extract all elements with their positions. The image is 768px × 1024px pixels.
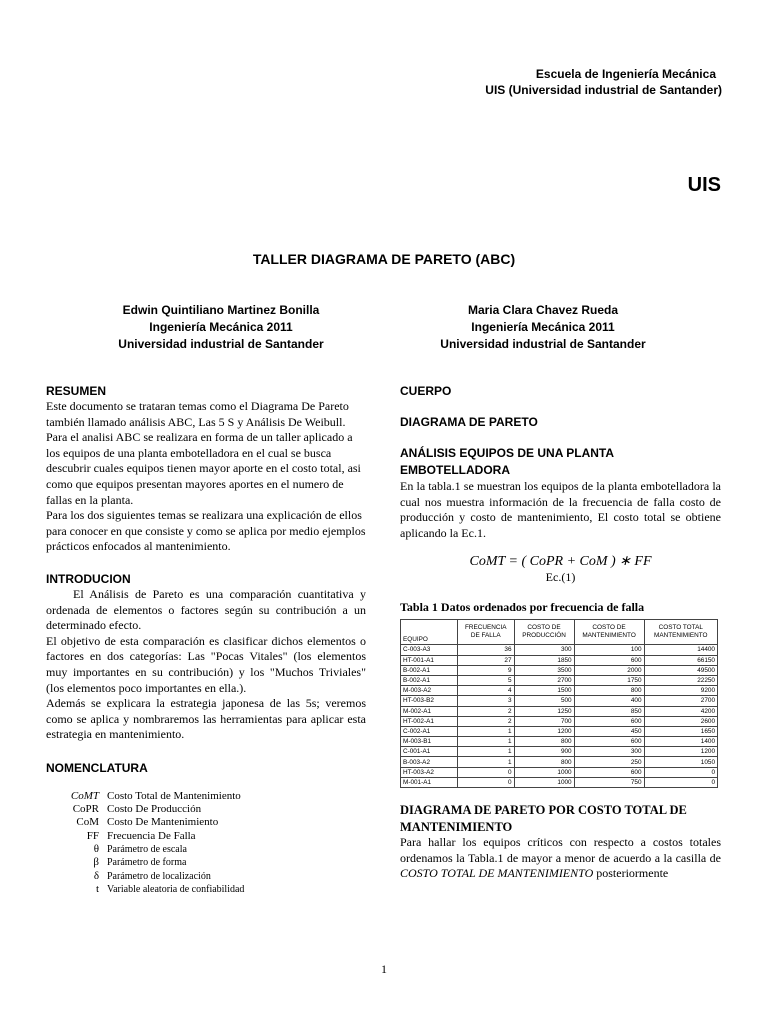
nomenclature-desc: Parámetro de localización: [107, 870, 211, 882]
table-cell: 1750: [574, 675, 644, 685]
table-cell: 900: [514, 747, 574, 757]
table-cell: 250: [574, 757, 644, 767]
author-name: Maria Clara Chavez Rueda: [467, 303, 619, 317]
table-cell: 800: [514, 737, 574, 747]
table-row: [401, 655, 718, 665]
table-cell: 4: [458, 686, 515, 696]
table-cell: 100: [574, 645, 644, 655]
right-column: [400, 383, 721, 882]
table-cell: 1: [458, 726, 515, 736]
pareto-costo-paragraph: [400, 835, 721, 882]
table-cell: 66150: [644, 655, 717, 665]
table-cell: 750: [574, 777, 644, 787]
table-cell: 800: [574, 686, 644, 696]
table-cell: C-003-A3: [401, 645, 458, 655]
resumen-paragraph-1: Este documento se trataran temas como el Diagrama De Pareto también llamado análisis ABC, Las 5 S y Análisis De Weibull. Para el analisi ABC se realizara en forma de un taller aplicado a los equipos de una planta embotelladora en el cual se busca descubrir cuales equipos tienen mayor aporte en el costo total, asi como que equipos presentan mayores aportes en el numero de fallas en la planta.: [46, 399, 361, 507]
table-header: COSTO TOTAL MANTENIMIENTO: [644, 620, 717, 645]
table-cell: 0: [458, 767, 515, 777]
table-cell: C-001-A1: [401, 747, 458, 757]
table-cell: 2600: [644, 716, 717, 726]
school-name: Escuela de Ingeniería Mecánica: [535, 67, 716, 81]
nomenclature-row: [52, 830, 366, 843]
intro-paragraph-3: Además se explicara la estrategia japonesa de las 5s; veremos como se aplica y nombraremos las herramientas para aplicar esta estrategia en mantenimiento.: [46, 696, 366, 742]
table-cell: M-003-B1: [401, 737, 458, 747]
nomenclature-symbol: β: [93, 856, 99, 869]
nomenclature-symbol: CoMT: [70, 789, 99, 802]
author-institution: Universidad industrial de Santander: [440, 337, 646, 351]
table-row: [401, 665, 718, 675]
table-cell: 1050: [644, 757, 717, 767]
author-program: Ingeniería Mecánica 2011: [471, 320, 615, 334]
table-cell: 1500: [514, 686, 574, 696]
table-cell: 2: [458, 706, 515, 716]
table-cell: 600: [574, 767, 644, 777]
table-cell: B-002-A1: [401, 675, 458, 685]
table-cell: B-003-A2: [401, 757, 458, 767]
table-cell: 36: [458, 645, 515, 655]
table-cell: HT-001-A1: [401, 655, 458, 665]
table-cell: 1000: [514, 777, 574, 787]
table-cell: 3500: [514, 665, 574, 675]
table-row: [401, 716, 718, 726]
nomenclature-row: [52, 856, 366, 869]
table-cell: 1000: [514, 767, 574, 777]
nomenclature-list: [52, 790, 366, 896]
table-row: [401, 757, 718, 767]
table-row: [401, 726, 718, 736]
nomenclatura-heading: NOMENCLATURA: [46, 760, 148, 775]
resumen-paragraph-2: Para los dos siguientes temas se realizara una explicación de ellos para conocer en que consiste y como se aplica por medio ejemplos prácticos enfocados al mantenimiento.: [46, 508, 366, 554]
nomenclature-symbol: t: [95, 882, 99, 895]
table-cell: 0: [458, 777, 515, 787]
nomenclature-desc: Costo Total de Mantenimiento: [107, 789, 241, 802]
nomenclature-desc: Costo De Producción: [107, 803, 202, 816]
table-row: [401, 767, 718, 777]
nomenclature-desc: Costo De Mantenimiento: [107, 816, 219, 829]
table-body: [401, 645, 718, 788]
author-block-2: [393, 302, 693, 353]
table-cell: 600: [574, 716, 644, 726]
table-header: FRECUENCIA DE FALLA: [458, 620, 515, 645]
table-cell: 850: [574, 706, 644, 716]
table-cell: 49500: [644, 665, 717, 675]
table-cell: 14400: [644, 645, 717, 655]
table-cell: 1250: [514, 706, 574, 716]
table-cell: 500: [514, 696, 574, 706]
table-header: EQUIPO: [401, 620, 458, 645]
table-cell: 800: [514, 757, 574, 767]
pareto-costo-text-end: posteriormente: [593, 866, 669, 881]
table-row: [401, 777, 718, 787]
table-cell: 9: [458, 665, 515, 675]
nomenclature-row: [52, 883, 366, 896]
uis-logo-text: UIS: [687, 174, 721, 196]
table-cell: M-002-A1: [401, 706, 458, 716]
table-cell: M-001-A1: [401, 777, 458, 787]
table-header: COSTO DE MANTENIMIENTO: [574, 620, 644, 645]
document-title: TALLER DIAGRAMA DE PARETO (ABC): [252, 251, 516, 267]
table-cell: 2700: [644, 696, 717, 706]
nomenclature-desc: Parámetro de forma: [107, 857, 187, 869]
data-table: [400, 619, 718, 788]
table-cell: 1: [458, 757, 515, 767]
table-cell: 0: [644, 767, 717, 777]
table-row: [401, 737, 718, 747]
table-cell: 600: [574, 737, 644, 747]
table-cell: B-002-A1: [401, 665, 458, 675]
table-cell: 1650: [644, 726, 717, 736]
table-cell: 1200: [644, 747, 717, 757]
table-cell: 300: [514, 645, 574, 655]
pareto-costo-text-emphasis: COSTO TOTAL DE MANTENIMIENTO: [400, 866, 594, 881]
table-cell: 2700: [514, 675, 574, 685]
author-block-1: [71, 302, 371, 353]
left-column: [46, 383, 366, 896]
author-program: Ingeniería Mecánica 2011: [149, 320, 293, 334]
table-row: [401, 696, 718, 706]
author-institution: Universidad industrial de Santander: [118, 337, 324, 351]
table-cell: M-003-A2: [401, 686, 458, 696]
pareto-costo-heading: DIAGRAMA DE PARETO POR COSTO TOTAL DE MANTENIMIENTO: [400, 803, 687, 834]
nomenclature-row: [52, 843, 366, 856]
equation-label: Ec.(1): [545, 570, 576, 585]
pareto-costo-text-start: Para hallar los equipos críticos con respecto a costos totales ordenamos la Tabla.1 de mayor a menor de acuerdo a la casilla de: [400, 835, 721, 865]
resumen-heading: RESUMEN: [46, 384, 107, 398]
nomenclature-symbol: FF: [86, 829, 99, 842]
table-cell: HT-003-A2: [401, 767, 458, 777]
table-row: [401, 747, 718, 757]
intro-paragraph-2: El objetivo de esta comparación es clasificar dichos elementos o factores en dos categorías: Las "Pocas Vitales" (los elementos muy importantes en su contribución) y los "Muchos Triviales" (los elementos poco importantes en ella.).: [46, 633, 366, 695]
nomenclature-desc: Frecuencia De Falla: [107, 829, 196, 842]
nomenclature-symbol: θ: [93, 843, 99, 856]
table-row: [401, 645, 718, 655]
nomenclature-symbol: CoM: [76, 816, 99, 829]
table-cell: 2: [458, 716, 515, 726]
table-cell: 1: [458, 747, 515, 757]
nomenclature-row: [52, 790, 366, 803]
table-cell: 450: [574, 726, 644, 736]
table-cell: 1: [458, 737, 515, 747]
table-row: [401, 686, 718, 696]
introduccion-heading: INTRODUCION: [46, 571, 131, 586]
nomenclature-row: [52, 816, 366, 829]
table-header: COSTO DE PRODUCCIÓN: [514, 620, 574, 645]
nomenclature-row: [52, 803, 366, 816]
analisis-paragraph: En la tabla.1 se muestran los equipos de la planta embotelladora la cual nos muestra información de la frecuencia de falla costo de producción y costo de mantenimiento, El costo total se obtiene aplicando la Ec.1.: [400, 479, 721, 540]
nomenclature-symbol: CoPR: [72, 803, 99, 816]
diagrama-pareto-heading: DIAGRAMA DE PARETO: [400, 415, 538, 429]
table-row: [401, 706, 718, 716]
equation-1: CoMT = ( CoPR + CoM ) ∗ FF: [469, 554, 652, 570]
table-row: [401, 675, 718, 685]
table-cell: 4200: [644, 706, 717, 716]
cuerpo-heading: CUERPO: [400, 384, 452, 398]
page-number: 1: [381, 962, 387, 976]
author-name: Edwin Quintiliano Martinez Bonilla: [122, 303, 320, 317]
table-header-row: [401, 620, 718, 645]
table-cell: 9200: [644, 686, 717, 696]
table-cell: 1200: [514, 726, 574, 736]
table-cell: 27: [458, 655, 515, 665]
intro-paragraph-1: El Análisis de Pareto es una comparación cuantitativa y ordenada de elementos o factores según su contribución a un determinado efecto.: [46, 586, 366, 633]
table-cell: 3: [458, 696, 515, 706]
table-cell: 1400: [644, 737, 717, 747]
table-cell: 300: [574, 747, 644, 757]
table-cell: 1850: [514, 655, 574, 665]
table-cell: 22250: [644, 675, 717, 685]
nomenclature-desc: Parámetro de escala: [107, 844, 187, 856]
table-cell: 0: [644, 777, 717, 787]
table-cell: 400: [574, 696, 644, 706]
table-cell: 2000: [574, 665, 644, 675]
table-caption: Tabla 1 Datos ordenados por frecuencia de falla: [400, 600, 645, 615]
nomenclature-symbol: δ: [93, 869, 99, 882]
table-cell: HT-003-B2: [401, 696, 458, 706]
table-cell: 600: [574, 655, 644, 665]
table-cell: C-002-A1: [401, 726, 458, 736]
nomenclature-desc: Variable aleatoria de confiabilidad: [107, 883, 245, 895]
table-cell: 700: [514, 716, 574, 726]
analisis-heading: ANÁLISIS EQUIPOS DE UNA PLANTA EMBOTELLADORA: [400, 446, 614, 477]
university-name: UIS (Universidad industrial de Santander): [485, 83, 722, 97]
table-cell: HT-002-A1: [401, 716, 458, 726]
nomenclature-row: [52, 870, 366, 883]
table-cell: 5: [458, 675, 515, 685]
